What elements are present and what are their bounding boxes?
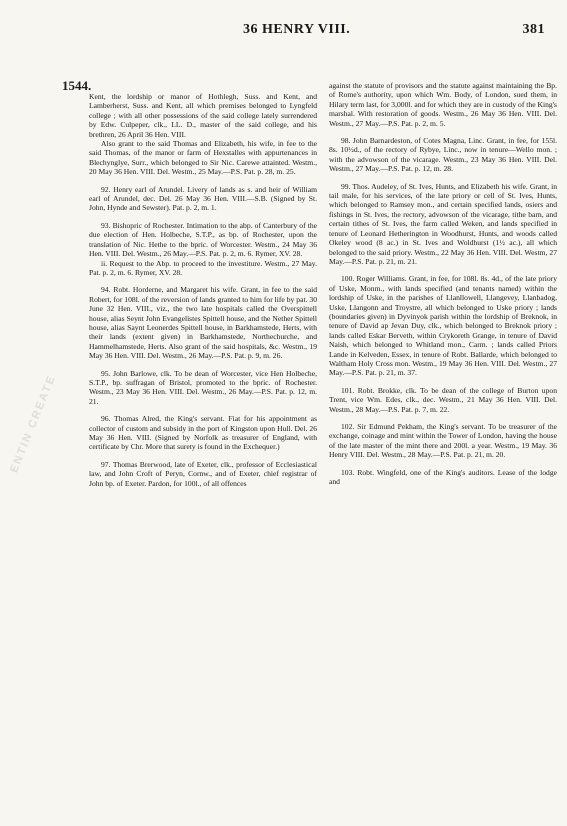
- entry-98: 98. John Barnardeston, of Cotes Magna, Linc. Grant, in fee, for 155l. 8s. 10½d., of the rectory of Rybye, Linc., now in tenure—Wello mon. ; with the advowson of the vicarage. Westm., 23 May 36 Hen. VIII. Del. Westm., 27 May.—P.S. Pat. p. 12, m. 28.: [329, 136, 557, 174]
- entry-93: 93. Bishopric of Rochester. Intimation to the abp. of Canterbury of the due election of Hen. Holbeche, S.T.P., as bp. of Rochester, upon the translation of Nic. Hethe to the bpric. of Worcester. Westm., 24 May 36 Hen. VIII. Del. Westm., 26 May.—P.S. Pat. p. 2, m. 6. Rymer, XV. 28.: [89, 220, 317, 259]
- entry-101: 101. Robt. Brokke, clk. To be dean of the college of Burton upon Trent, vice Wm. Edes, clk., dec. Westm., 21 May 36 Hen. VIII. Del. Westm., 28 May.—P.S. Pat. p. 7, m. 22.: [329, 385, 557, 414]
- entry-99: 99. Thos. Audeley, of St. Ives, Hunts, and Elizabeth his wife. Grant, in tail male, for his services, of the late priory or cell of St. Ives, Hunts, which belonged to Ramsey mon., and certain specified lands, osiers and fishings in St. Ives, the rectory, advowson of the vicarage, tithe barn, and certain tithes of St. Ives, the farm called Weken, and lands specified in tenure of Leonard Hetherington in Woodhurst, Hunts, and woods called Okeley wood (8 ac.) in St. Ives and Woldhurst (1½ ac.), all which belonged to the said priory. Westm., 22 May 36 Hen. VIII. Del. Westm, 27 May.—P.S. Pat. p. 21, m. 21.: [329, 181, 557, 266]
- watermark-text: ENTIN CREATE: [8, 373, 59, 475]
- year-marker: 1544.: [62, 78, 92, 93]
- running-title: 36 HENRY VIII.: [243, 22, 351, 37]
- entry-100: 100. Roger Williams. Grant, in fee, for 108l. 8s. 4d., of the late priory of Uske, Monm., with lands specified (and tenants named) within the lordship of Uske, in the parishes of Llanllowell, Llangevey, Llanbadog, Uske, Llangonn and Troystre, all which belonged to Uske priory ; lands (boundaries given) in Dyvinyok parish within the lordship of Breknok, in tenure of David ap Jevan Duy, clk., which belonged to Breknok priory ; lands called Eskar Berveth, within Crykoreth Grange, in tenure of David Naish, which belonged to Whitland mon., Carm. ; lands called Priors Lande in Kelveden, Essex, in tenure of Robt. Ballarde, which belonged to Waltham Holy Cross mon. Westm., 19 May 36 Hen. VIII. Del. Westm., 27 May.—P.S. Pat. p. 21, m. 37.: [329, 274, 557, 378]
- entry-94: 94. Robt. Horderne, and Margaret his wife. Grant, in fee to the said Robert, for 108l. of the reversion of lands granted to him for life by pat. 30 June 32 Hen. VIII., viz., the two late hospitals called the Overspittell house, alias Seynt John Evangelistes Spittell house, and the Nether Spittell house, alias Saynt Leonerdes Spittell house, in Barkhamstede, Herts, with their lands (extent given) in Barkhamstede, Northechurche, and Hammelhamstede, Herts. Also grant of the said hospitals, &c. Westm., 19 May 36 Hen. VIII. Del. Westm., 26 May.—P.S. Pat. p. 9, m. 26.: [89, 285, 317, 361]
- left-column: [89, 92, 317, 488]
- right-column: [329, 81, 557, 486]
- page-number: 381: [522, 22, 545, 37]
- entry-103: 103. Robt. Wingfeld, one of the King's auditors. Lease of the lodge and: [329, 467, 557, 487]
- entry-95: 95. John Barlowe, clk. To be dean of Worcester, vice Hen Holbeche, S.T.P., bp. suffragan of Bristol, promoted to the bpric. of Rochester. Westm., 23 May 36 Hen. VIII. Del. Westm., 26 May.—P.S. Pat. p. 12, m. 21.: [89, 368, 317, 406]
- entry-96: 96. Thomas Alred, the King's servant. Fiat for his appointment as collector of custom and subsidy in the port of Kingston upon Hull. Del. 26 May 36 Hen. VIII. (Signed by Norfolk as treasurer of England, with certificate by Chr. More that surety is found in the Exchequer.): [89, 414, 317, 452]
- left-paragraph: Kent, the lordship or manor of Hothlegh, Suss. and Kent, and Lamberherst, Suss. and Kent, all which premises belonged to Lyngfeld college ; with all other possessions of the said college lately surrendered by Edw. Culpeper, clk., LL. D., master of the said college, and his brethren, 26 April 36 Hen. VIII.: [89, 92, 317, 139]
- running-header: [175, 22, 545, 42]
- entry-92: 92. Henry earl of Arundel. Livery of lands as s. and heir of William earl of Arundel, dec. Del. 26 May 36 Hen. VIII.—S.B. (Signed by St. John, Hynde and Sewster). Pat. p. 2, m. 1.: [89, 184, 317, 213]
- entry-102: 102. Sir Edmund Pekham, the King's servant. To be treasurer of the exchange, coinage and mint within the Tower of London, having the house of the late master of the mint there and 200l. a year. Westm., 19 May. 36 Henry VIII. Del. Westm., 28 May.—P.S. Pat. p. 21, m. 20.: [329, 422, 557, 460]
- entry-97: 97. Thomas Brerwood, late of Exeter, clk., professor of Ecclesiastical law, and John Croft of Peryn, Cornw., and of Exeter, chief registrar of John bp. of Exeter. Pardon, for 100l., of all offences: [89, 459, 317, 488]
- right-paragraph: against the statute of provisors and the statute against maintaining the Bp. of Rome's authority, upon which Wm. Body, of London, sued them, in Hilary term last, for 3,000l. and for which they are in custody of the King's marshal. With restoration of goods. Westm., 26 May 36 Hen. VIII. Del. Westm., 27 May.—P.S. Pat. p. 2, m. 5.: [329, 81, 557, 128]
- left-paragraph: Also grant to the said Thomas and Elizabeth, his wife, in fee to the said Thomas, of the manor or farm of Hexstalles with appurtenances in Blechynglye, Surr., which belonged to Sir Nic. Carewe attainted. Westm., 20 May 36 Hen. VIII. Del. Westm., 25 May.—P.S. Pat. p. 28, m. 25.: [89, 139, 317, 177]
- entry-93-ii: ii. Request to the Abp. to proceed to the investiture. Westm., 27 May. Pat. p. 2, m. 6. Rymer, XV. 28.: [89, 258, 317, 277]
